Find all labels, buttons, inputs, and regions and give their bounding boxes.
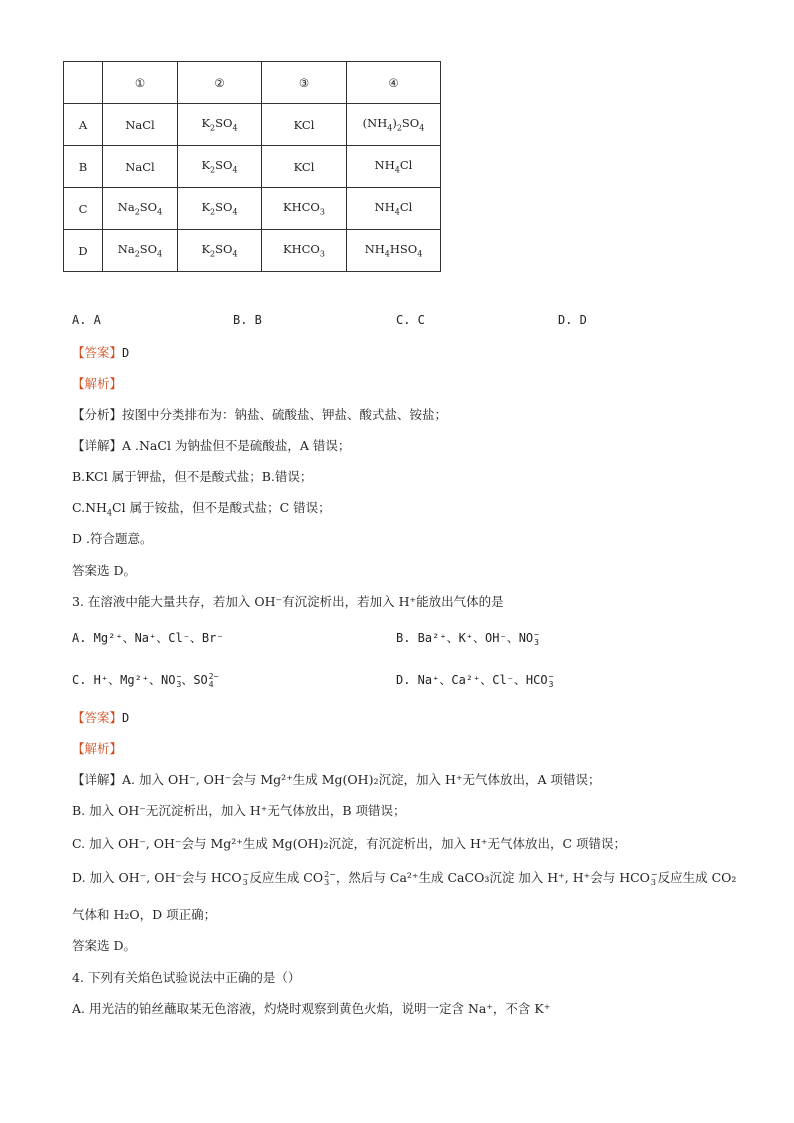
option-b: B. B: [233, 313, 262, 327]
superscript: −: [548, 671, 554, 681]
answer-label: 【答案】: [72, 710, 123, 725]
subscript: 3: [548, 679, 554, 689]
row-label: B: [64, 146, 103, 188]
table-cell: KCl: [262, 104, 347, 146]
q3-detail-c: C. 加入 OH⁻, OH⁻会与 Mg²⁺生成 Mg(OH)₂沉淀，有沉淀析出，加入 H⁺无气体放出，C 项错误；: [72, 836, 627, 851]
table-cell: $NH_4HSO_4$: [347, 230, 441, 272]
table-cell: $K_2SO_4$: [178, 230, 262, 272]
table-header-row: [64, 62, 441, 104]
option-a: A. A: [72, 313, 101, 327]
answer-value: D: [122, 346, 130, 360]
subscript: 3: [650, 877, 657, 887]
detail-line-b: B.KCl 属于钾盐，但不是酸式盐；B.错误；: [72, 469, 313, 484]
analysis-label: 【解析】: [72, 376, 123, 391]
table-header-cell: ①: [103, 62, 178, 104]
table-cell: $NH_4Cl$: [347, 146, 441, 188]
table-row: [64, 230, 441, 272]
q3-detail-d2: 气体和 H₂O，D 项正确；: [72, 907, 217, 922]
q3-detail-a: [72, 770, 600, 788]
table-cell: NaCl: [103, 146, 178, 188]
table-cell: $KHCO_3$: [262, 230, 347, 272]
xiangjie-label: 【详解】: [72, 438, 123, 453]
q3-option-b-text: B. Ba²⁺、K⁺、OH⁻、NO: [396, 631, 534, 645]
q4-option-a: A. 用光洁的铂丝蘸取某无色溶液，灼烧时观察到黄色火焰，说明一定含 Na⁺，不含 K⁺: [72, 1001, 551, 1016]
q3-analysis-label: 【解析】: [72, 741, 123, 756]
q3-detail-b: B. 加入 OH⁻无沉淀析出，加入 H⁺无气体放出，B 项错误；: [72, 803, 406, 818]
table-cell: NaCl: [103, 104, 178, 146]
table-cell: $Na_2SO_4$: [103, 188, 178, 230]
superscript: −: [242, 869, 250, 879]
fenxi-label: 【分析】: [72, 407, 123, 422]
ion-charge: [651, 871, 658, 887]
table-header-cell: ③: [262, 62, 347, 104]
q3-d1-end: 反应生成 CO₂: [657, 870, 737, 885]
ion-charge: [549, 673, 554, 689]
detail-c-post: Cl 属于铵盐，但不是酸式盐；C 错误；: [112, 500, 331, 515]
question-4-stem: 4. 下列有关焰色试验说法中正确的是（）: [72, 970, 301, 985]
row-label: C: [64, 188, 103, 230]
q3-option-a: A. Mg²⁺、Na⁺、Cl⁻、Br⁻: [72, 631, 224, 645]
fenxi-line: [72, 405, 447, 423]
table-cell: $(NH_4)_2SO_4$: [347, 104, 441, 146]
q3-option-d-pre: D. Na⁺、Ca²⁺、Cl⁻、HCO: [396, 673, 548, 687]
row-label: A: [64, 104, 103, 146]
q3-option-c-mid: 、SO: [181, 673, 208, 687]
superscript: −: [534, 629, 539, 639]
question-3-stem: 3. 在溶液中能大量共存，若加入 OH⁻有沉淀析出，若加入 H⁺能放出气体的是: [72, 594, 504, 609]
ion-charge: [534, 631, 539, 647]
subscript: 4: [106, 508, 113, 518]
table-row: [64, 104, 441, 146]
detail-line-a: [72, 436, 350, 454]
table-header-cell: [64, 62, 103, 104]
table-cell: $Na_2SO_4$: [103, 230, 178, 272]
q3-option-d: [396, 671, 553, 689]
table-cell: $K_2SO_4$: [178, 104, 262, 146]
q3-d1-mid: 反应生成 CO: [249, 870, 324, 885]
subscript: 3: [534, 637, 539, 647]
superscript: −: [176, 671, 182, 681]
superscript: 2−: [208, 671, 219, 681]
detail-line-c: [72, 498, 331, 518]
xiangjie-label: 【详解】: [72, 772, 123, 787]
superscript: 2−: [324, 869, 336, 879]
subscript: 3: [242, 877, 248, 887]
subscript: 4: [208, 679, 214, 689]
ion-charge: [324, 871, 336, 887]
ion-charge: [209, 673, 219, 689]
table-cell: $K_2SO_4$: [178, 188, 262, 230]
fenxi-text: 按图中分类排布为：钠盐、硫酸盐、钾盐、酸式盐、铵盐；: [122, 407, 448, 422]
q3-option-b: [396, 629, 539, 647]
answer-value: D: [122, 711, 130, 725]
detail-a-text: A .NaCl 为钠盐但不是硫酸盐，A 错误；: [122, 438, 351, 453]
q3-d1-pre: D. 加入 OH⁻, OH⁻会与 HCO: [72, 870, 242, 885]
table-header-cell: ②: [178, 62, 262, 104]
subscript: 3: [176, 679, 182, 689]
q3-option-c: [72, 671, 218, 689]
option-d: D. D: [558, 313, 587, 327]
q3-conclusion: 答案选 D。: [72, 938, 136, 953]
q3-detail-d1: [72, 868, 736, 887]
answer-label: 【答案】: [72, 345, 123, 360]
salt-classification-table: [63, 61, 441, 272]
answer-line: [72, 343, 129, 361]
table-row: [64, 146, 441, 188]
table-cell: $KHCO_3$: [262, 188, 347, 230]
table-row: [64, 188, 441, 230]
detail-line-d: D .符合题意。: [72, 531, 153, 546]
table-cell: $NH_4Cl$: [347, 188, 441, 230]
q3-answer-line: [72, 708, 129, 726]
option-c: C. C: [396, 313, 425, 327]
table-cell: KCl: [262, 146, 347, 188]
table-header-cell: ④: [347, 62, 441, 104]
subscript: 3: [324, 877, 330, 887]
q3-option-c-pre: C. H⁺、Mg²⁺、NO: [72, 673, 176, 687]
detail-c-pre: C.NH: [72, 500, 107, 515]
superscript: −: [650, 869, 658, 879]
conclusion-line: 答案选 D。: [72, 563, 136, 578]
row-label: D: [64, 230, 103, 272]
q3-detail-a-text: A. 加入 OH⁻, OH⁻会与 Mg²⁺生成 Mg(OH)₂沉淀，加入 H⁺无气体放出，A 项错误；: [122, 772, 601, 787]
table-cell: $K_2SO_4$: [178, 146, 262, 188]
q3-d1-post: ，然后与 Ca²⁺生成 CaCO₃沉淀 加入 H⁺, H⁺会与 HCO: [335, 870, 650, 885]
